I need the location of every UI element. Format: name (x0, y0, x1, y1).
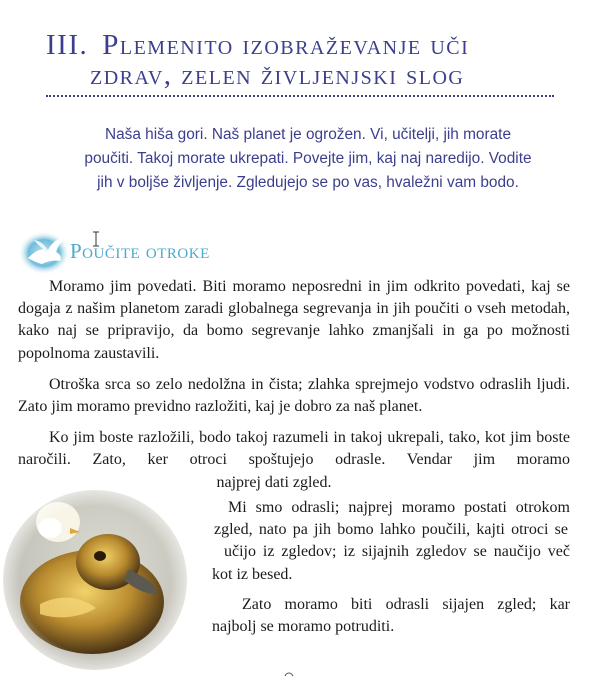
chapter-number: III. (46, 29, 89, 61)
paragraph-4-line4: kot iz besed. (212, 565, 293, 583)
right-column-text (198, 497, 570, 646)
paragraph-4-line3: učijo iz zgledov; iz sijajnih zgledov se naučijo več (224, 543, 570, 561)
body-text (18, 276, 570, 503)
chapter-title-line2: zdrav, zelen življenjski slog (90, 59, 465, 91)
dove-icon (18, 228, 74, 276)
paragraph-1: Moramo jim povedati. Biti moramo neposredni in jim odkrito povedati, kaj se dogaja z našim planetom zaradi globalnega segrevanja in jih poučiti o vseh metodah, kako naj se pripravijo, da bomo segrevanje lahko zmanjšali in ga po možnosti popolnoma zaustavili. (18, 278, 570, 362)
chapter-title-line1: Plemenito izobraževanje uči (102, 29, 470, 61)
page-ornament-icon (284, 664, 294, 670)
section-heading (18, 228, 278, 276)
paragraph-2: Otroška srca so zelo nedolžna in čista; zlahka sprejmejo vodstvo odraslih ljudi. Zato jim moramo previdno razložiti, kaj je dobro za naš planet. (18, 375, 570, 416)
paragraph-5-line1: Zato moramo biti odrasli sijajen zgled; kar (242, 595, 570, 613)
paragraph-4-line2: zgled, nato pa jih bomo lahko poučili, kajti otroci se (214, 521, 568, 539)
paragraph-5-line2: najbolj se moramo potruditi. (212, 618, 395, 636)
paragraph-5 (198, 594, 570, 638)
paragraph-3-part2: najprej dati zgled. (216, 473, 332, 491)
chapter-title (46, 30, 566, 90)
paragraph-4 (198, 497, 570, 586)
paragraph-4-line1: Mi smo odrasli; najprej moramo postati otrokom (228, 499, 570, 516)
intro-paragraph: Naša hiša gori. Naš planet je ogrožen. Vi, učitelji, jih morate poučiti. Takoj morate ukrepati. Povejte jim, kaj naj naredijo. Vodite jih v boljše življenje. Zgledujejo se po vas, hvaležni vam bodo. (84, 126, 532, 191)
paragraph-3-part1: Ko jim boste razložili, bodo takoj razumeli in takoj ukrepali, tako, kot jim boste naročili. Zato, ker otroci spoštujejo odrasle. Vendar jim moramo (18, 429, 570, 469)
section-title: Poučite otroke (70, 239, 210, 263)
title-dotted-rule (46, 95, 554, 97)
duckling-chick-photo (0, 484, 190, 670)
text-cursor-icon (92, 231, 100, 247)
